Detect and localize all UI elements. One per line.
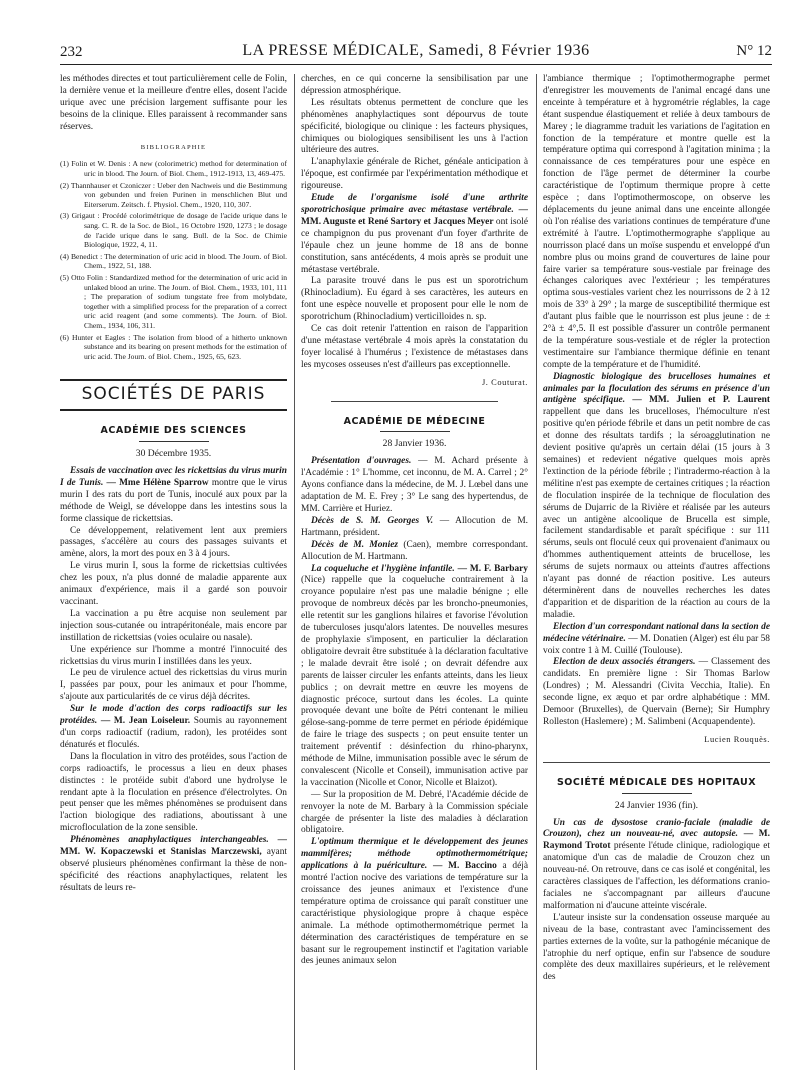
article-heading: La coqueluche et l'hygiène infantile.	[311, 563, 455, 574]
article-text: ayant observé plusieurs phénomènes confirmant la thèse de non-spécificité des réactions anaphylactiques, relatent les résultats de leurs re-	[60, 847, 287, 893]
bibliography-entry: (4) Benedict : The determination of uric acid in blood. The Journ. of Biol. Chem., 1922, 51, 188.	[60, 251, 287, 271]
article-lead	[543, 372, 770, 622]
article-heading: Etude de l'organisme isolé d'une arthrite sporotrichosique primaire avec métastase vertébrale.	[301, 193, 528, 215]
title-rule	[622, 793, 692, 794]
title-rule	[380, 431, 450, 432]
article-heading: L'optimum thermique et le développement des jeunes mammifères; méthode optimothermométrique; applications à la puériculture.	[301, 837, 528, 872]
article-lead	[543, 622, 770, 658]
article-heading: Sur le mode d'action des corps radioactifs sur les protéides.	[60, 704, 287, 727]
article-paragraph: L'anaphylaxie générale de Richet, généale anticipation à l'époque, est confirmée par l'expérimentation méthodique et rigoureuse.	[301, 157, 528, 192]
column-2	[301, 74, 528, 1070]
article-text: ont isolé ce champignon du pus provenant d'un foyer d'arthrite de l'épaule chez un jeune homme de 18 ans de bonne constitution, sans antécédents, 4 mois après se produit une métastase vertébrale.	[301, 216, 528, 275]
bibliography-entry: (6) Hunter et Eagles : The isolation from blood of a hitherto unknown substance and its bearing on present methods for the estimation of uric acid. The Journ. of Biol. Chem., 1925, 65, 623.	[60, 332, 287, 361]
article-author: — MM. Auguste et René Sartory et Jacques Meyer	[301, 204, 528, 227]
bibliography-entry: (3) Grigaut : Procédé colorimétrique de dosage de l'acide urique dans le sang. C. R. de la Soc. de Biol., 16 Octobre 1920, 1273 ; le dosage de l'acide urique dans le sang. Bull. de la Soc. de Chimie Biologique, 1922, 4, 11.	[60, 211, 287, 250]
article-lead	[301, 456, 528, 516]
columns	[60, 74, 772, 1070]
article-lead	[543, 657, 770, 728]
session-date: 28 Janvier 1936.	[382, 438, 447, 450]
article-text: montre que le virus murin I des rats du port de Tunis, inoculé aux poux par la méthode de Weigl, se développe dans les intestins sous la forme classique de rickettsias.	[60, 477, 287, 524]
bibliography-title: BIBLIOGRAPHIE	[140, 143, 207, 151]
signature: J. Couturat.	[481, 377, 528, 387]
article-author: — M. F. Barbary	[457, 563, 528, 574]
bibliography-entry: (1) Folin et W. Denis : A new (colorimetric) method for determination of uric in blood. The Journ. of Biol. Chem., 1912-1913, 13, 469-475.	[60, 159, 287, 179]
article-author: — MM. Julien et P. Laurent	[632, 395, 770, 406]
article-text: rappellent que dans les brucelloses, l'hémoculture n'est positive qu'en période fébrile et dans un petit nombre de cas et donne des résultats tardifs ; la séroagglutination ne devient positive qu'après un certain délai (15 jours à 3 semaines) et redevient négative quelques mois après l'extinction de la période fébrile ; l'intradermo-réaction à la mélitine n'est pas exempte de certaines critiques ; la réaction de floculation inspirée de la technique de floculation des sérums de Dujarric de la Rivière et réalisée par les auteurs avec un antigène alcoolique de Brucella est simple, facilement standardisable et paraît spécifique : sur 111 sérums, seuls ont floculé ceux qui provenaient d'animaux ou d'hommes authentiquement atteints de brucellose, les sérums de sujets normaux ou atteints d'autres affections n'ayant pas donné de réaction positive. Les auteurs déterminèrent dans de nouvelles recherches les dates d'apparition et de disparition de la réaction au cours de la maladie.	[543, 407, 770, 620]
article-paragraph: Les résultats obtenus permettent de conclure que les phénomènes anaphylactiques sont dépourvus de toute spécificité, biologique ou clinique : les facteurs physiques, chimiques ou biologiques sensibilisent les uns à l'action ultérieure des autres.	[301, 97, 528, 156]
column-3	[543, 74, 770, 1070]
article-heading: Essais de vaccination avec les rickettsias du virus murin I de Tunis.	[60, 466, 287, 488]
article-text: a déjà montré l'action nocive des variations de température sur la croissance des jeunes animaux et l'existence d'une température optima de croissance qui paraît constituer une caractéristique physiologique propre à chaque espèce animale. La méthode optimothermométrique permet la détermination des caractéristiques de température en se basant sur le regroupement instinctif et l'agitation variable des jeunes animaux selon	[301, 861, 528, 967]
article-paragraph: Le virus murin I, sous la forme de rickettsias cultivées chez les poux, n'a plus donné de maladie apparente aux animaux d'expérience, mais il a gardé son pouvoir vaccinant.	[60, 561, 287, 607]
article-lead	[301, 564, 528, 790]
article-paragraph: Ce cas doit retenir l'attention en raison de l'apparition d'une métastase vertébrale 4 mois après la constatation du foyer localisé à l'humérus ; l'existence de métastases dans les mycoses osseuses n'est d'ailleurs pas exceptionnelle.	[301, 324, 528, 370]
academy-sciences-title: ACADÉMIE DES SCIENCES	[100, 425, 247, 437]
article-lead	[301, 193, 528, 276]
article-lead	[301, 516, 528, 540]
article-author: — M. Baccino	[433, 861, 497, 872]
article-text: — Classement des candidats. En première ligne : Sir Thomas Barlow (Londres) ; M. Alessandri (Civita Vecchia, Italie). En seconde ligne, ex æquo et par ordre alphabétique : MM. Demoor (Bruxelles), de Quervain (Berne); Sir Humphry Rolleston (Haslemere) ; M. Salimbeni (Acquapendente).	[543, 657, 770, 727]
society-title: SOCIÉTÉ MÉDICALE DES HOPITAUX	[556, 776, 757, 788]
article-heading: Phénomènes anaphylactiques interchangeables.	[70, 835, 269, 846]
article-text: (Caen), membre correspondant. Allocution de M. Hartmann.	[301, 539, 528, 562]
article-paragraph: La vaccination a pu être acquise non seulement par injection sous-cutanée ou intrapéritonéale, mais encore par instillation de rickettsias (voies oculaire ou nasale).	[60, 608, 287, 643]
academy-medicine-title: ACADÉMIE DE MÉDECINE	[343, 415, 486, 427]
bibliography-entry: (5) Otto Folin : Standardized method for the determination of uric acid in unlaked blood an urine. The Journ. of Biol. Chem., 1933, 101, 111 ; The preparation of sodium tungstate free from molybdate, together with a simplified process for the preparation of a correct uric acid reagent (and some comments). The Journ. of Biol. Chem., 1934, 106, 311.	[60, 272, 287, 330]
session-date: 24 Janvier 1936 (fin).	[614, 799, 699, 811]
article-author: — M. Jean Loiseleur.	[100, 716, 191, 727]
newspaper-page	[60, 40, 772, 1070]
article-text: — M. Donatien (Alger) est élu par 58 voix contre 1 à M. Cuillé (Toulouse).	[543, 633, 770, 656]
article-lead	[301, 837, 528, 968]
page-header	[60, 40, 772, 65]
page-number: 232	[60, 44, 83, 60]
article-heading: Un cas de dysostose cranio-faciale (maladie de Crouzon), chez un nouveau-né, avec autopsie.	[543, 817, 770, 840]
article-paragraph: Ce développement, relativement lent aux premiers passages, s'accélère au cours des passages suivants et amène, alors, la mort des poux en 3 à 4 jours.	[60, 525, 287, 560]
article-author: — Mme Hélène Sparrow	[106, 477, 209, 488]
session-date: 30 Décembre 1935.	[135, 448, 212, 460]
title-rule	[139, 441, 209, 442]
article-text: Soumis au rayonnement d'un corps radioactif (radium, radon), les protéides sont dénaturés et floculés.	[60, 716, 287, 750]
article-lead	[543, 818, 770, 913]
section-rule	[331, 401, 498, 402]
article-text: — Allocution de M. Hartmann, président.	[301, 515, 528, 538]
article-paragraph: cherches, en ce qui concerne la sensibilisation par une dépression atmosphérique.	[301, 74, 528, 96]
bibliography-entry: (2) Thannhauser et Czoniczer : Ueber den Nachweis und die Bestimmung von gebunden und freien Purinen in menschlichen Blut und Eiterserum. Zeitsch. f. Physiol. Chem., 1920, 110, 307.	[60, 180, 287, 209]
article-lead	[301, 540, 528, 564]
article-author: — MM. W. Kopaczewski et Stanislas Marczewski,	[60, 835, 287, 858]
journal-title: LA PRESSE MÉDICALE, Samedi, 8 Février 1936	[242, 42, 590, 59]
article-heading: Election de deux associés étrangers.	[553, 657, 696, 668]
signature: Lucien Rouquès.	[704, 734, 770, 744]
article-lead	[60, 704, 287, 752]
column-divider	[536, 74, 537, 1070]
article-paragraph: La parasite trouvé dans le pus est un sporotrichum (Rhinocladium). Eu égard à ses caractères, les auteurs en font une espèce nouvelle et proposent pour elle le nom de sporotrichum (Rhinocladium) verticilloides n. sp.	[301, 276, 528, 323]
section-rule	[543, 762, 770, 763]
column-1	[60, 74, 287, 1070]
article-paragraph: L'auteur insiste sur la condensation osseuse marquée au niveau de la base, contrastant avec l'amincissement des parties externes de la voûte, sur la pathogénie mécanique de l'atrophie du nerf optique, enfin sur l'absence de soudure complète des deux maxillaires supérieurs, et le relèvement des	[543, 912, 770, 983]
article-heading: Election d'un correspondant national dans la section de médecine vétérinaire.	[543, 621, 770, 644]
article-heading: Décès de M. Moniez	[311, 539, 399, 550]
intro-paragraph: les méthodes directes et tout particulièrement celle de Folin, la dernière venue et la meilleure d'entre elles, dosent l'acide urique avec une précision largement suffisante pour les besoins de la clinique. Elles paraissent à recommander sans réserves.	[60, 74, 287, 132]
bibliography	[60, 159, 287, 361]
section-title-societes: SOCIÉTÉS DE PARIS	[60, 379, 287, 411]
article-paragraph: Le peu de virulence actuel des rickettsias du virus murin I, passées par poux, pour les animaux et pour l'homme, s'ajoute aux particularités de ce virus déjà décrites.	[60, 668, 287, 703]
article-text: présente l'étude clinique, radiologique et anatomique d'un cas de maladie de Crouzon chez un nouveau-né. On retrouve, dans ce cas isolé et congénital, les caractères classiques de l'affection, les déformations cranio-faciales ne s'accompagnant par ailleurs d'aucune malformation ni d'aucune atteinte viscérale.	[543, 841, 770, 911]
article-text: (Nice) rappelle que la coqueluche contrairement à la croyance populaire n'est pas une maladie bénigne ; elle provoque de nombreux décès par les broncho-pneumonies, elle retentit sur les ganglions hilaires et favorise l'évolution de tuberculoses jusqu'alors latentes. De nouvelles mesures de prophylaxie s'imposent, en particulier la déclaration obligatoire devrait être substituée à la déclaration facultative ; le malade devrait être isolé ; on devrait défendre aux parents de laisser circuler les enfants atteints, dans les lieux publics ; on devrait mettre en œuvre les moyens de diagnostic précoce, surtout dans les écoles. La quinte provoquée devant une boîte de Pétri contenant le milieu gélose-sang-pomme de terre permet en période épidémique de faire le triage des suspects ; on peut ensuite tenter un traitement préventif : désinfection du rhino-pharynx, méthode de Milne, immunisation possible avec le sérum de convalescent (Nicolle et Conseil), immunisation active par la vaccination (Nicolle et Conor, Nicolle et Blaizot).	[301, 575, 528, 788]
article-text: — M. Achard présente à l'Académie : 1° L'homme, cet inconnu, de M. A. Carrel ; 2° Ayons confiance dans la médecine, de M. J. Lœbel dans une adaptation de M. E. Frey ; 3° Le sang des hypertendus, de MM. Carrière et Huriez.	[301, 456, 528, 514]
article-paragraph: Une expérience sur l'homme a montré l'innocuité des rickettsias du virus murin I instillées dans les yeux.	[60, 644, 287, 667]
article-lead	[60, 835, 287, 895]
column-divider	[294, 74, 295, 1070]
article-paragraph: — Sur la proposition de M. Debré, l'Académie décide de renvoyer la note de M. Barbary à la Commission spéciale chargée de présenter la liste des maladies à déclaration obligatoire.	[301, 789, 528, 836]
article-author: — M. Raymond Trotot	[543, 829, 770, 852]
article-paragraph: Dans la floculation in vitro des protéides, sous l'action de corps radioactifs, le processus a lieu en deux phases distinctes : le protéide subit d'abord une hydrolyse le rendant apte à la floculation en présence d'électrolytes. On peut penser que les mêmes phénomènes se produisent dans l'action biologique des radiations, aboutissant à une microfloculation de la zone sensible.	[60, 751, 287, 834]
article-lead	[60, 466, 287, 526]
article-paragraph: l'ambiance thermique ; l'optimothermographe permet d'enregistrer les mouvements de l'animal encagé dans une enceinte à température et à hygrométrie réglables, la cage étant suspendue élastiquement et reliée à deux tambours de Marey ; le diagramme traduit les variations de l'agitation en fonction de la température et montre quelle est la température optima qui correspond à l'agitation minima ; la connaissance de ces températures pour une espèce en fonction de l'âge permet de déterminer la courbe caractéristique de l'optimum thermique propre à cette espèce ; dans l'optimothermoscope, on observe les déplacements du jeune animal dans une enceinte allongée où l'on réalise des variations continues de température d'une extrémité à l'autre. L'optimothermographe s'applique au nourrisson placé dans un moïse suspendu et enveloppé d'un nombre plus ou moins grand de couvertures de laine pour faire varier sa température sous-vestiale par freinage des échanges caloriques avec l'extérieur ; les températures optima sous-vestiales varient chez les nourrissons de 2 à 12 mois de 33° à 29° ; la marge de susceptibilité thermique est d'autant plus faible que le nourrisson est plus jeune : de ± 2°à ± 4°,5. Il est possible d'assurer un contrôle permanent de la température sous-vestiale et de régler la protection vestimentaire sur l'ambiance thermique définie en tenant compte de la température et de l'humidité.	[543, 74, 770, 370]
issue-number: N° 12	[736, 43, 772, 59]
article-heading: Décès de S. M. Georges V.	[311, 515, 434, 526]
article-heading: Diagnostic biologique des brucelloses humaines et animales par la floculation des sérums en présence d'un antigène spécifique.	[543, 371, 770, 406]
article-heading: Présentation d'ouvrages.	[311, 456, 412, 467]
